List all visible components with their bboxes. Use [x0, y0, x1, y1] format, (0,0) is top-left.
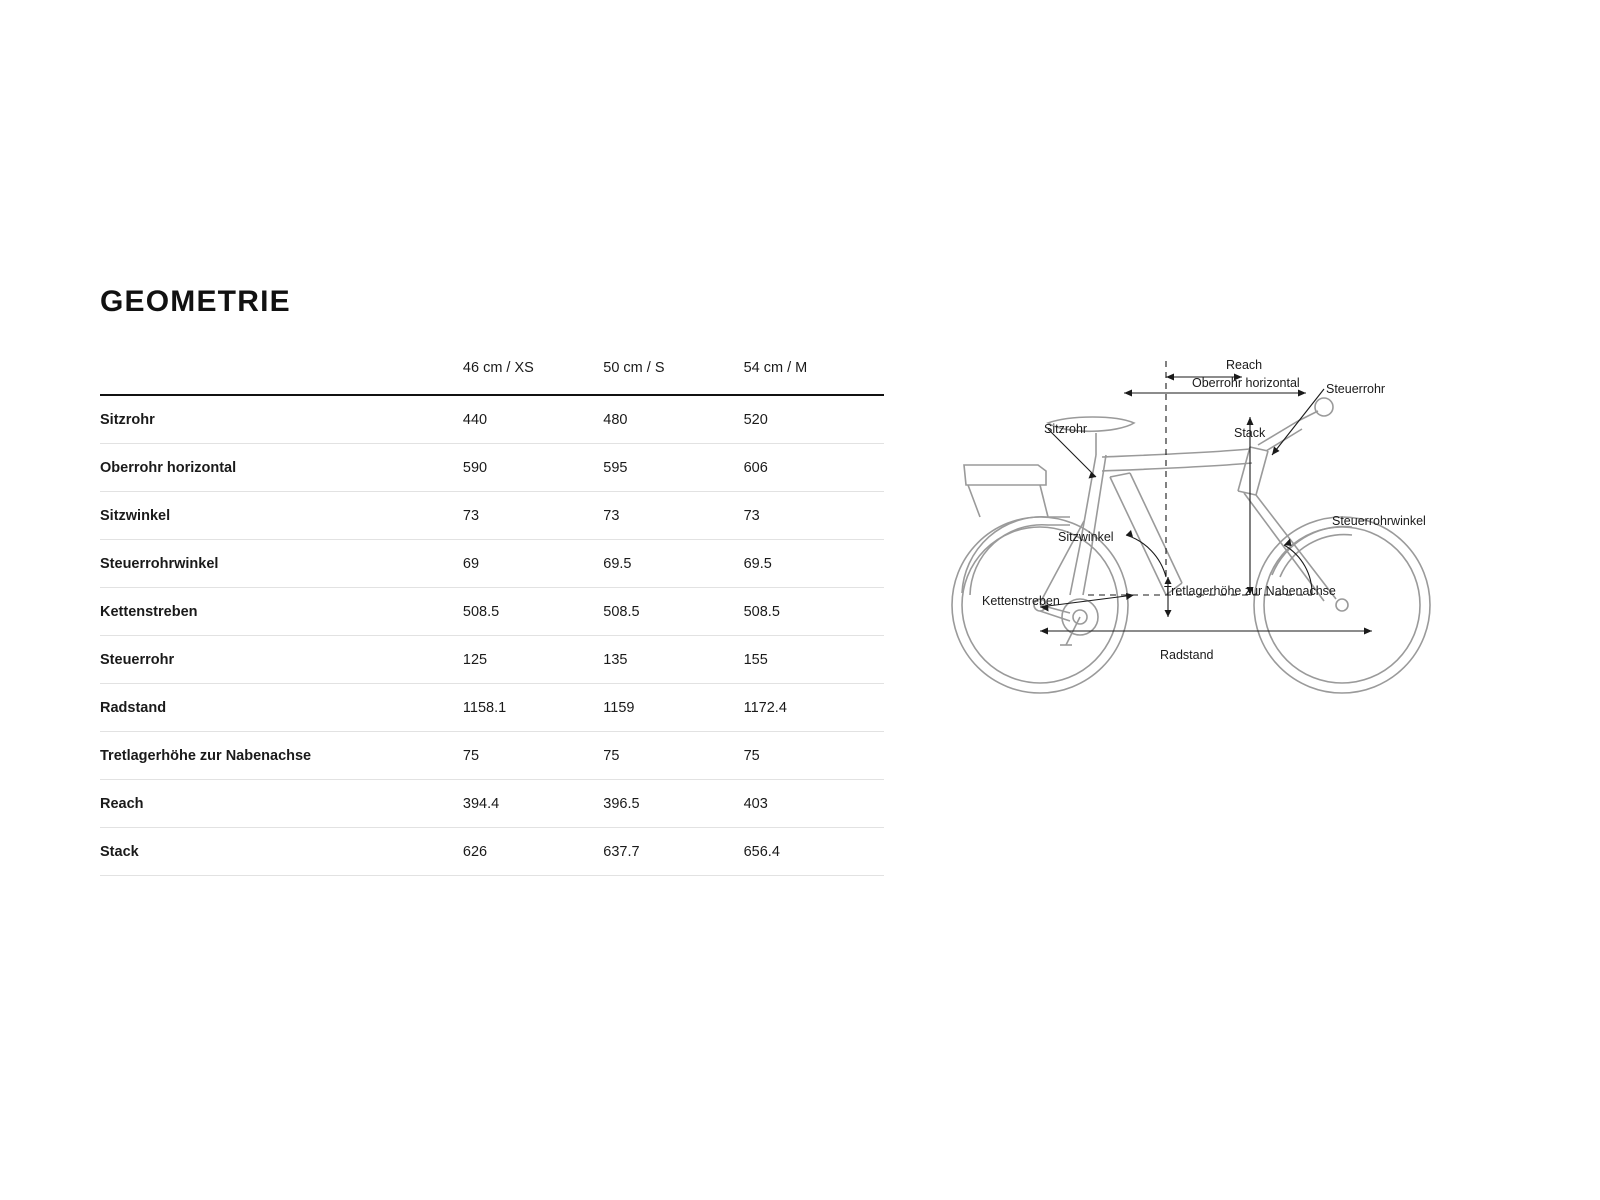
battery-end-top	[1110, 473, 1130, 477]
kettenstreben-arrow-right	[1126, 593, 1134, 600]
geometry-table	[100, 360, 884, 876]
row-value-m: 155	[744, 636, 884, 684]
rack-stay-1	[968, 485, 980, 517]
row-value-m: 73	[744, 492, 884, 540]
table-row	[100, 636, 884, 684]
label-steuerrohr: Steuerrohr	[1326, 382, 1386, 396]
table-header-row	[100, 360, 884, 395]
row-value-s: 75	[603, 732, 743, 780]
stack-arrow-top	[1247, 417, 1254, 425]
rack-stay-2	[1040, 485, 1048, 517]
row-label: Tretlagerhöhe zur Nabenachse	[100, 732, 463, 780]
table-row	[100, 780, 884, 828]
label-sitzrohr: Sitzrohr	[1044, 422, 1088, 436]
table-row	[100, 588, 884, 636]
sitzwinkel-arrow	[1126, 530, 1133, 537]
row-label: Steuerrohr	[100, 636, 463, 684]
handlebar-grip	[1298, 411, 1318, 421]
column-header-s: 50 cm / S	[603, 360, 665, 376]
row-value-m: 1172.4	[744, 684, 884, 732]
row-label: Radstand	[100, 684, 463, 732]
handlebar-end	[1315, 398, 1333, 416]
row-value-m: 508.5	[744, 588, 884, 636]
row-value-xs: 440	[463, 395, 603, 444]
sitzwinkel-arc	[1126, 535, 1166, 577]
row-value-xs: 125	[463, 636, 603, 684]
radstand-arrow-left	[1040, 628, 1048, 635]
row-value-s: 396.5	[603, 780, 743, 828]
label-tretlager: Tretlagerhöhe zur Nabenachse	[1164, 584, 1336, 598]
steuerrohr-leader	[1272, 389, 1324, 455]
label-reach: Reach	[1226, 358, 1263, 372]
head-tube-top	[1250, 447, 1268, 451]
row-value-s: 135	[603, 636, 743, 684]
label-stack: Stack	[1234, 426, 1266, 440]
oberrohr-arrow-right	[1298, 390, 1306, 397]
label-oberrohr: Oberrohr horizontal	[1192, 376, 1300, 390]
row-label: Sitzwinkel	[100, 492, 463, 540]
row-label: Oberrohr horizontal	[100, 444, 463, 492]
table-row	[100, 540, 884, 588]
table-row	[100, 732, 884, 780]
row-value-s: 595	[603, 444, 743, 492]
row-value-s: 637.7	[603, 828, 743, 876]
row-value-m: 606	[744, 444, 884, 492]
row-value-m: 403	[744, 780, 884, 828]
row-value-s: 480	[603, 395, 743, 444]
row-value-xs: 626	[463, 828, 603, 876]
table-row	[100, 395, 884, 444]
row-value-xs: 1158.1	[463, 684, 603, 732]
row-value-m: 69.5	[744, 540, 884, 588]
row-value-m: 656.4	[744, 828, 884, 876]
row-label: Sitzrohr	[100, 395, 463, 444]
table-row	[100, 444, 884, 492]
table-header	[100, 360, 884, 395]
top-tube-upper	[1102, 449, 1250, 457]
row-label: Reach	[100, 780, 463, 828]
column-header-measure	[100, 360, 463, 395]
row-label: Kettenstreben	[100, 588, 463, 636]
label-sitzwinkel: Sitzwinkel	[1058, 530, 1114, 544]
column-header-m: 54 cm / M	[743, 360, 808, 376]
tretlager-arrow-top	[1165, 577, 1172, 584]
table-body	[100, 395, 884, 876]
head-tube-right	[1256, 451, 1268, 495]
table-row	[100, 492, 884, 540]
sitzrohr-leader	[1048, 429, 1096, 477]
radstand-arrow-right	[1364, 628, 1372, 635]
row-value-s: 508.5	[603, 588, 743, 636]
tretlager-arrow-bottom	[1165, 610, 1172, 617]
label-steuerrohrwinkel: Steuerrohrwinkel	[1332, 514, 1426, 528]
page-title: GEOMETRIE	[100, 285, 291, 318]
label-radstand: Radstand	[1160, 648, 1214, 662]
table-row	[100, 684, 884, 732]
row-value-xs: 394.4	[463, 780, 603, 828]
battery-bottom	[1130, 473, 1182, 583]
table-row	[100, 828, 884, 876]
front-hub	[1336, 599, 1348, 611]
row-label: Steuerrohrwinkel	[100, 540, 463, 588]
row-value-s: 1159	[603, 684, 743, 732]
row-value-s: 69.5	[603, 540, 743, 588]
row-value-xs: 73	[463, 492, 603, 540]
column-header-xs: 46 cm / XS	[462, 360, 534, 376]
row-value-xs: 75	[463, 732, 603, 780]
head-tube-left	[1238, 447, 1250, 491]
row-value-s: 73	[603, 492, 743, 540]
oberrohr-arrow-left	[1124, 390, 1132, 397]
label-kettenstreben: Kettenstreben	[982, 594, 1060, 608]
row-value-xs: 590	[463, 444, 603, 492]
rear-rack	[964, 465, 1046, 485]
battery-top	[1110, 477, 1166, 595]
bicycle-geometry-diagram	[920, 345, 1520, 695]
row-value-xs: 508.5	[463, 588, 603, 636]
top-tube-lower	[1102, 463, 1252, 471]
reach-arrow-left	[1166, 374, 1174, 381]
row-value-m: 520	[744, 395, 884, 444]
head-tube-bottom	[1238, 491, 1256, 495]
row-label: Stack	[100, 828, 463, 876]
row-value-m: 75	[744, 732, 884, 780]
row-value-xs: 69	[463, 540, 603, 588]
